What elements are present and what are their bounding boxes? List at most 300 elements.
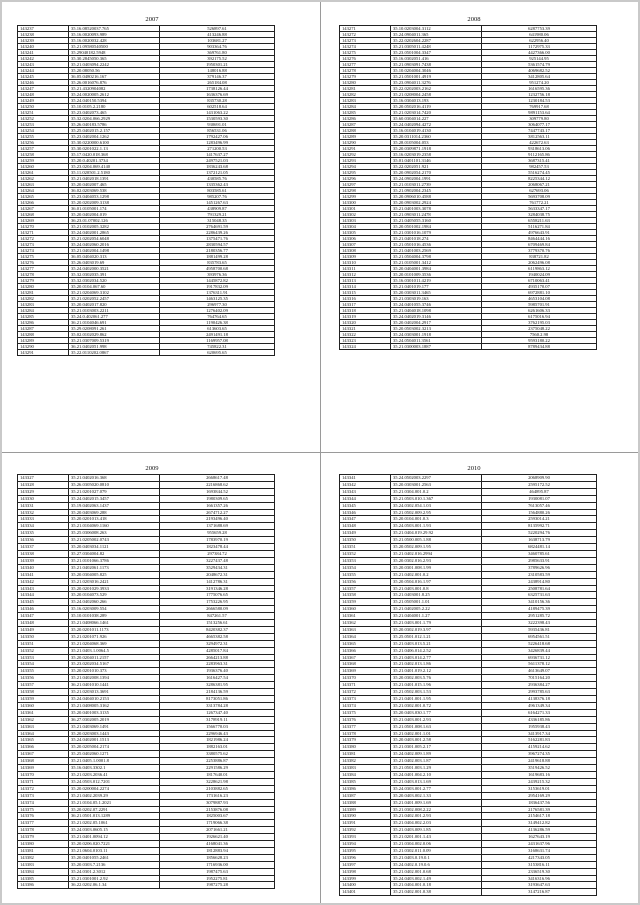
amount-cell: 2985633.91 — [482, 557, 597, 564]
amount-cell: 4958700.68 — [160, 266, 275, 272]
amount-cell: 6710063.41 — [482, 278, 597, 284]
row-id-cell: 143269 — [18, 218, 69, 224]
amount-cell: 2184136.59 — [160, 689, 275, 696]
row-id-cell: 143329 — [18, 488, 69, 495]
row-id-cell: 143310 — [340, 260, 391, 266]
row-id-cell: 143386 — [340, 785, 391, 792]
table-row — [340, 792, 597, 799]
table-row — [18, 765, 275, 772]
amount-cell: 1169957.08 — [160, 338, 275, 344]
table-row — [340, 854, 597, 861]
code-cell: 36.21.0402051.998 — [69, 344, 160, 350]
row-id-cell: 143264 — [18, 188, 69, 194]
code-cell: 35.21.0401.0094.12 — [69, 834, 160, 841]
amount-cell: 6709469.84 — [482, 242, 597, 248]
table-row — [340, 557, 597, 564]
row-id-cell: 143347 — [18, 613, 69, 620]
code-cell: 35.21.0103011.2739 — [391, 182, 482, 188]
row-id-cell: 143344 — [340, 495, 391, 502]
row-id-cell: 143272 — [340, 32, 391, 38]
row-id-cell: 143294 — [340, 164, 391, 170]
amount-cell: 6936731.12 — [482, 654, 597, 661]
row-id-cell: 143293 — [340, 158, 391, 164]
amount-cell: 3529434.31 — [160, 564, 275, 571]
code-cell: 35.20.0201029.3933 — [69, 585, 160, 592]
table-row — [340, 827, 597, 834]
row-id-cell: 143390 — [340, 813, 391, 820]
row-id-cell: 143277 — [18, 266, 69, 272]
table-row — [18, 702, 275, 709]
table-row — [340, 475, 597, 482]
table-row — [18, 564, 275, 571]
amount-cell: 1881499.28 — [160, 254, 275, 260]
year-heading: 2007 — [145, 16, 159, 23]
code-cell: 35.32.0302035.391 — [69, 272, 160, 278]
code-cell: 35.21.0402.013.1.86 — [391, 661, 482, 668]
row-id-cell: 143370 — [18, 771, 69, 778]
amount-cell: 1882163.01 — [160, 744, 275, 751]
amount-cell: 761772.21 — [482, 200, 597, 206]
amount-cell: 1836243.68 — [160, 164, 275, 170]
table-row — [340, 682, 597, 689]
row-id-cell: 143351 — [18, 640, 69, 647]
code-cell: 36.05.0404020.313 — [69, 254, 160, 260]
code-cell: 35.24.040150.5394 — [69, 98, 160, 104]
row-id-cell: 143304 — [340, 224, 391, 230]
code-cell: 35.20.0302.016.2.93 — [391, 557, 482, 564]
data-table — [339, 25, 597, 350]
amount-cell: 1917832.09 — [160, 284, 275, 290]
amount-cell: 620695.65 — [160, 350, 275, 356]
code-cell: 35.20.0302.019.3.97 — [391, 626, 482, 633]
table-row — [340, 633, 597, 640]
code-cell: 35.23.0402073.465 — [69, 110, 160, 116]
amount-cell: 393976.36 — [160, 272, 275, 278]
row-id-cell: 143379 — [18, 834, 69, 841]
code-cell: 35.21.0408066.1461 — [69, 620, 160, 627]
row-id-cell: 143369 — [18, 765, 69, 772]
amount-cell: 613603.65 — [160, 326, 275, 332]
amount-cell: 1753226.95 — [160, 599, 275, 606]
code-cell: 35.21.4320904082 — [69, 86, 160, 92]
code-cell: 35.24.0303.0605.15 — [69, 827, 160, 834]
amount-cell: 5633347.17 — [482, 206, 597, 212]
row-id-cell: 143248 — [18, 92, 69, 98]
code-cell: 35.20.0403.001.2.58 — [391, 737, 482, 744]
table-row — [340, 509, 597, 516]
amount-cell: 5226418.68 — [482, 640, 597, 647]
code-cell: 35.21.0203.2036.41 — [69, 771, 160, 778]
year-heading: 2008 — [467, 16, 481, 23]
amount-cell: 930691.01 — [160, 122, 275, 128]
row-id-cell: 143240 — [18, 44, 69, 50]
table-row — [18, 578, 275, 585]
amount-cell: 297384.72 — [160, 550, 275, 557]
code-cell: 35.10.0105.2.2180 — [69, 104, 160, 110]
code-cell: 35.02.0102029.862 — [69, 332, 160, 338]
row-id-cell: 143372 — [18, 785, 69, 792]
code-cell: 35.21.0402.001.0.2 — [391, 571, 482, 578]
amount-cell: 1412786.31 — [160, 578, 275, 585]
table-row — [340, 806, 597, 813]
table-row — [18, 571, 275, 578]
code-cell: 35.20.0402017.820 — [69, 302, 160, 308]
amount-cell: 2419618.88 — [482, 758, 597, 765]
amount-cell: 6558211.63 — [482, 218, 597, 224]
code-cell: 35.20.0311014.2360 — [391, 134, 482, 140]
amount-cell: 1856628.23 — [160, 854, 275, 861]
row-id-cell: 143279 — [340, 74, 391, 80]
table-row — [18, 854, 275, 861]
row-id-cell: 143348 — [340, 523, 391, 530]
row-id-cell: 143345 — [340, 502, 391, 509]
code-cell: 35.21.0501016.4536 — [391, 242, 482, 248]
table-row — [340, 606, 597, 613]
row-id-cell: 143389 — [340, 806, 391, 813]
table-row — [340, 709, 597, 716]
code-cell: 35.22.0202003.2162 — [391, 86, 482, 92]
code-cell: 35.20.0402007.465 — [69, 182, 160, 188]
code-cell: 36.02.0203069.538 — [69, 188, 160, 194]
amount-cell: 438909.87 — [160, 206, 275, 212]
code-cell: 35.21.0403.013.5.21 — [391, 640, 482, 647]
code-cell: 35.21.0203014.7420 — [391, 110, 482, 116]
code-cell: 36.01.0105001.174 — [69, 206, 160, 212]
row-id-cell: 143358 — [340, 592, 391, 599]
row-id-cell: 143307 — [340, 242, 391, 248]
table-row — [18, 841, 275, 848]
amount-cell: 1451267.63 — [160, 200, 275, 206]
row-id-cell: 143349 — [340, 530, 391, 537]
amount-cell: 2296946.43 — [160, 730, 275, 737]
amount-cell: 985207.76 — [160, 194, 275, 200]
table-row — [340, 730, 597, 737]
code-cell: 35.21.0202.05.1061 — [69, 820, 160, 827]
code-cell: 35.20.0403034.1121 — [69, 544, 160, 551]
table-row — [340, 613, 597, 620]
table-row — [18, 827, 275, 834]
code-cell: 35.21.0105001.3412 — [391, 260, 482, 266]
table-row — [18, 550, 275, 557]
code-cell: 35.24.0301.2.3012 — [69, 868, 160, 875]
amount-cell: 2176581.39 — [482, 806, 597, 813]
amount-cell: 1738126.44 — [160, 86, 275, 92]
amount-cell: 5935436.81 — [482, 626, 597, 633]
code-cell: 35.21.0300003.1887 — [391, 344, 482, 350]
amount-cell: 3460785.61 — [482, 550, 597, 557]
code-cell: 35.23.0904011.3276 — [391, 80, 482, 86]
row-id-cell: 143371 — [18, 778, 69, 785]
row-id-cell: 143278 — [18, 272, 69, 278]
row-id-cell: 143331 — [18, 502, 69, 509]
code-cell: 35.21.0403.0.19.0.1 — [391, 854, 482, 861]
table-row — [18, 689, 275, 696]
code-cell: 35.21.0402.001.0.68 — [391, 868, 482, 875]
table-row — [340, 778, 597, 785]
amount-cell: 3227437.48 — [160, 557, 275, 564]
code-cell: 35.24.0502003.2297 — [391, 475, 482, 482]
row-id-cell: 143270 — [18, 224, 69, 230]
row-id-cell: 143352 — [18, 647, 69, 654]
amount-cell: 271200.53 — [160, 146, 275, 152]
amount-cell: 2310583.59 — [482, 571, 597, 578]
row-id-cell: 143369 — [340, 668, 391, 675]
code-cell: 35.24.0402.009.1.89 — [391, 751, 482, 758]
amount-cell: 369761.80 — [160, 50, 275, 56]
amount-cell: 1731616.23 — [160, 792, 275, 799]
code-cell: 35.21.0405.1.0001.8 — [69, 758, 160, 765]
row-id-cell: 143254 — [18, 128, 69, 134]
code-cell: 35.20.0402004.019 — [69, 212, 160, 218]
code-cell: 35.21.0402018.1391 — [69, 176, 160, 182]
code-cell: 35.20.08050.56 — [69, 68, 160, 74]
table-row — [340, 661, 597, 668]
row-id-cell: 143271 — [18, 230, 69, 236]
code-cell: 35.21.0203013.3691 — [69, 689, 160, 696]
amount-cell: 6824481.14 — [482, 544, 597, 551]
amount-cell: 7447743.17 — [482, 128, 597, 134]
row-id-cell: 143362 — [18, 716, 69, 723]
code-cell: 35.20.0906010.4588 — [391, 194, 482, 200]
amount-cell: 6287753.39 — [482, 26, 597, 32]
row-id-cell: 143323 — [340, 338, 391, 344]
data-table — [17, 474, 275, 889]
table-row — [340, 702, 597, 709]
row-id-cell: 143342 — [18, 578, 69, 585]
row-id-cell: 143373 — [340, 696, 391, 703]
table-row — [340, 654, 597, 661]
code-cell: 36.05.0480216.167 — [69, 74, 160, 80]
document-sheet — [2, 2, 638, 903]
amount-cell: 8464444.16 — [482, 236, 597, 242]
code-cell: 35.21.0403.1.0064.5 — [69, 647, 160, 654]
table-row — [18, 771, 275, 778]
row-id-cell: 143370 — [340, 675, 391, 682]
row-id-cell: 143330 — [18, 495, 69, 502]
code-cell: 35.21.0202054.6048 — [69, 236, 160, 242]
row-id-cell: 143378 — [18, 827, 69, 834]
amount-cell: 2103882.65 — [160, 785, 275, 792]
code-cell: 35.21.0404001.1.27 — [391, 613, 482, 620]
code-cell: 35.21.0403.014.2.77 — [391, 654, 482, 661]
amount-cell: 3416316.96 — [482, 875, 597, 882]
code-cell: 35.20.0304005.825 — [69, 571, 160, 578]
code-cell: 35.25.0402060.1271 — [69, 751, 160, 758]
table-row — [18, 737, 275, 744]
amount-cell: 8173051.86 — [160, 696, 275, 703]
code-cell: 35.24.0402001.1513 — [69, 737, 160, 744]
row-id-cell: 143363 — [340, 626, 391, 633]
row-id-cell: 143346 — [18, 606, 69, 613]
row-id-cell: 143242 — [18, 56, 69, 62]
row-id-cell: 143360 — [18, 702, 69, 709]
amount-cell: 103681.27 — [160, 38, 275, 44]
table-row — [18, 606, 275, 613]
code-cell: 35.21.0503.010.1.367 — [391, 495, 482, 502]
code-cell: 35.21.0302.008.2.22 — [391, 806, 482, 813]
amount-cell: 2954169.29 — [482, 792, 597, 799]
row-id-cell: 143290 — [340, 140, 391, 146]
row-id-cell: 143302 — [340, 212, 391, 218]
amount-cell: 2336519.30 — [482, 868, 597, 875]
table-row — [340, 751, 597, 758]
row-id-cell: 143249 — [18, 98, 69, 104]
code-cell: 35.26.040183.5786 — [69, 122, 160, 128]
code-cell: 35.21.0101066.3786 — [69, 557, 160, 564]
amount-cell: 5611378.12 — [482, 661, 597, 668]
row-id-cell: 143319 — [340, 314, 391, 320]
row-id-cell: 143380 — [18, 841, 69, 848]
code-cell: 35.10.0203004.3112 — [391, 26, 482, 32]
amount-cell: 2830594.57 — [160, 242, 275, 248]
amount-cell: 627693.06 — [482, 188, 597, 194]
amount-cell: 602518.64 — [160, 104, 275, 110]
code-cell: 35.20.0202009.3138 — [69, 200, 160, 206]
amount-cell: 413246.88 — [160, 32, 275, 38]
table-row — [340, 834, 597, 841]
row-id-cell: 143344 — [18, 592, 69, 599]
code-cell: 35.20.0502.009.1.95 — [391, 544, 482, 551]
table-row — [18, 647, 275, 654]
table-row — [340, 571, 597, 578]
amount-cell: 2154617.18 — [482, 813, 597, 820]
row-id-cell: 143253 — [18, 122, 69, 128]
table-row — [340, 523, 597, 530]
amount-cell: 1627643.19 — [482, 834, 597, 841]
row-id-cell: 143382 — [340, 758, 391, 765]
table-row — [18, 675, 275, 682]
amount-cell: 2286439.26 — [160, 230, 275, 236]
code-cell: 35.16.0203019.2358 — [391, 152, 482, 158]
amount-cell: 2193496.40 — [160, 516, 275, 523]
table-row — [340, 599, 597, 606]
row-id-cell: 143273 — [340, 38, 391, 44]
amount-cell: 148016.88 — [160, 68, 275, 74]
code-cell: 35.23.0402004.1262 — [69, 134, 160, 140]
amount-cell: 3779370.76 — [482, 248, 597, 254]
row-id-cell: 143246 — [18, 80, 69, 86]
code-cell: 35.24.0402094.4272 — [391, 122, 482, 128]
code-cell: 35.21.0903011.2478 — [391, 212, 482, 218]
code-cell: 35.20.0902054.2170 — [391, 170, 482, 176]
row-id-cell: 143296 — [340, 176, 391, 182]
row-id-cell: 143356 — [18, 675, 69, 682]
code-cell: 35.21.0402016.368 — [69, 475, 160, 482]
row-id-cell: 143373 — [18, 792, 69, 799]
row-id-cell: 143271 — [340, 26, 391, 32]
code-cell: 35.20.0101009.3536 — [391, 272, 482, 278]
table-row — [340, 344, 597, 350]
code-cell: 35.21.0403001.8.25 — [391, 592, 482, 599]
amount-cell: 769917.68 — [482, 104, 597, 110]
table-row — [340, 626, 597, 633]
amount-cell: 1952275.81 — [160, 875, 275, 882]
row-id-cell: 143360 — [340, 606, 391, 613]
code-cell: 35.21.0402.2039.29 — [69, 792, 160, 799]
code-cell: 35.16.0104019.4130 — [391, 128, 482, 134]
row-id-cell: 143274 — [340, 44, 391, 50]
code-cell: 35.22.0202051.921 — [391, 164, 482, 170]
row-id-cell: 143359 — [18, 696, 69, 703]
code-cell: 35.21.0401003.3078 — [391, 206, 482, 212]
amount-cell: 1661357.26 — [160, 502, 275, 509]
table-row — [18, 350, 275, 356]
table-row — [18, 834, 275, 841]
amount-cell: 1230184.53 — [482, 98, 597, 104]
row-id-cell: 143374 — [18, 799, 69, 806]
row-id-cell: 143262 — [18, 176, 69, 182]
table-row — [340, 530, 597, 537]
table-row — [18, 475, 275, 482]
code-cell: 35.21.0406.014.2.52 — [391, 647, 482, 654]
code-cell: 35.20.0403.002.1.33 — [391, 792, 482, 799]
amount-cell: 8420382.37 — [160, 626, 275, 633]
code-cell: 35.20.0303001.2563 — [391, 481, 482, 488]
row-id-cell: 143260 — [18, 164, 69, 170]
table-row — [18, 502, 275, 509]
row-id-cell: 143396 — [340, 854, 391, 861]
row-id-cell: 143301 — [340, 206, 391, 212]
code-cell: 35.21.0604.0103.11 — [69, 847, 160, 854]
row-id-cell: 143381 — [18, 847, 69, 854]
table-row — [340, 689, 597, 696]
row-id-cell: 143297 — [340, 182, 391, 188]
row-id-cell: 143251 — [18, 110, 69, 116]
code-cell: 35.17.0420.018.368 — [69, 152, 160, 158]
amount-cell: 7015164.20 — [482, 675, 597, 682]
code-cell: 35.20.0309871.1918 — [391, 146, 482, 152]
row-id-cell: 143395 — [340, 847, 391, 854]
amount-cell: 9318613.06 — [482, 146, 597, 152]
code-cell: 35.21.0501.008.1.63 — [391, 723, 482, 730]
amount-cell: 4613649.07 — [482, 668, 597, 675]
row-id-cell: 143288 — [340, 128, 391, 134]
row-id-cell: 143381 — [340, 751, 391, 758]
table-row — [18, 806, 275, 813]
code-cell: 35.21.0403.001.2.93 — [391, 716, 482, 723]
table-row — [340, 585, 597, 592]
row-id-cell: 143364 — [340, 633, 391, 640]
row-id-cell: 143284 — [18, 308, 69, 314]
code-cell: 35.20.0.40201.3734 — [69, 158, 160, 164]
table-row — [340, 813, 597, 820]
code-cell: 35.20.0501002.1984 — [391, 224, 482, 230]
row-id-cell: 143241 — [18, 50, 69, 56]
code-cell: 35.21.0401.019.2.12 — [391, 668, 482, 675]
code-cell: 35.16.08520037.765 — [69, 26, 160, 32]
row-id-cell: 143366 — [18, 744, 69, 751]
code-cell: 35.24.0020005.2612 — [69, 92, 160, 98]
row-id-cell: 143387 — [340, 792, 391, 799]
amount-cell: 1930081.07 — [482, 495, 597, 502]
row-id-cell: 143383 — [340, 765, 391, 772]
code-cell: 35.25.0402015.2.157 — [69, 128, 160, 134]
code-cell: 35.24.0402060.2016 — [69, 242, 160, 248]
code-cell: 35.20.0202.07.2291 — [69, 806, 160, 813]
row-id-cell: 143346 — [340, 509, 391, 516]
amount-cell: 1821986.24 — [160, 737, 275, 744]
code-cell: 35.21.0401003.2569 — [391, 248, 482, 254]
table-row — [340, 647, 597, 654]
amount-cell: 745822.31 — [160, 344, 275, 350]
amount-cell: 835783.65 — [160, 260, 275, 266]
table-row — [340, 737, 597, 744]
row-id-cell: 143357 — [340, 585, 391, 592]
amount-cell: 4069682.52 — [482, 68, 597, 74]
amount-cell: 430585.76 — [160, 176, 275, 182]
row-id-cell: 143322 — [340, 332, 391, 338]
row-id-cell: 143275 — [340, 50, 391, 56]
